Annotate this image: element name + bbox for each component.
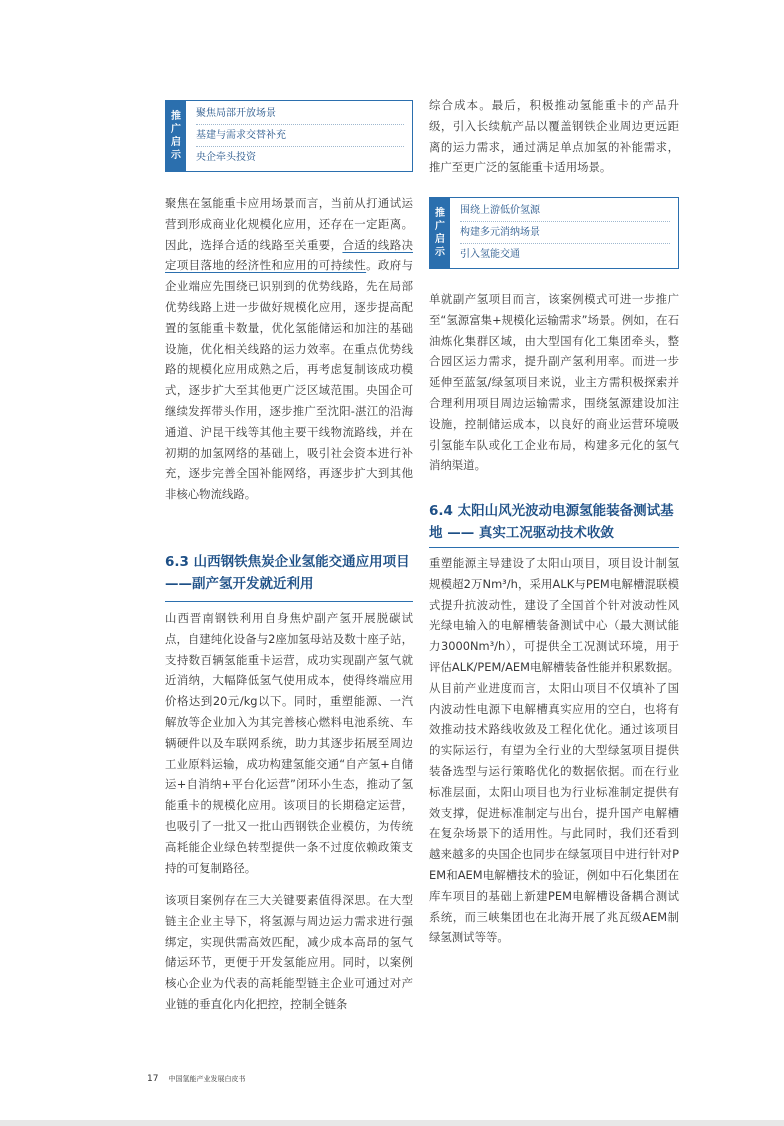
page-number: 17 bbox=[147, 1074, 159, 1084]
section-6-4-paragraph: 重塑能源主导建设了太阳山项目，项目设计制氢规模超2万Nm³/h，采用ALK与PEM电解槽混联模式提升抗波动性，建设了全国首个针对波动性风光绿电输入的电解槽装备测试中心（最大测试能力3000Nm³/h），可提供全工况测试环境，用于评估ALK/PEM/AEM电解槽装备性能并积累数据。从目前产业进度而言，太阳山项目不仅填补了国内波动性电源下电解槽真实应用的空白，也将有效推动技术路线收敛及工程化优化。通过该项目的实际运行，有望为全行业的大型绿氢项目提供装备选型与运行策略优化的数据依据。而在行业标准层面，太阳山项目也为行业标准制定提供有效支撑，促进标准制定与出台，提升国产电解槽在复杂场景下的适用性。与此同时，我们还看到越来越多的央国企也同步在绿氢项目中进行针对PEM和AEM电解槽技术的验证，例如中石化集团在库车项目的基础上新建PEM电解槽设备耦合测试系统，而三峡集团也在北海开展了兆瓦级AEM制绿氢测试等等。 bbox=[429, 556, 679, 945]
page-footer bbox=[147, 1074, 245, 1084]
section-6-3-paragraph-2: 该项目案例存在三大关键要素值得深思。在大型链主企业主导下，将氢源与周边运力需求进行强绑定，实现供需高效匹配，减少成本高昂的氢气储运环节，更便于开发氢能应用。同时，以案例核心企业为代表的高耗能型链主企业可通过对产业链的垂直化内化把控，控制全链条 bbox=[165, 893, 413, 1011]
intro-paragraph: 聚焦在氢能重卡应用场景而言，当前从打通试运营到形成商业化规模化应用，还存在一定距离。因此，选择合适的线路至关重要，合适的线路决定项目落地的经济性和应用的可持续性。政府与企业端应先围绕已识别到的优势线路，先在局部优势线路上进一步做好规模化应用，逐步提高配置的氢能重卡数量，优化氢能储运和加注的基础设施，优化相关线路的运力效率。在重点优势线路的规模化应用成熟之后，再考虑复制该成功模式，逐步扩大至其他更广泛区域范围。央国企可继续发挥带头作用，逐步推广至沈阳-湛江的沿海通道、沪昆干线等其他主要干线物流路线，并在初期的加氢网络的基础上，吸引社会资本进行补充，逐步完善全国补能网络，再逐步扩大到其他非核心物流线路。 bbox=[165, 196, 413, 502]
callout-item: 基建与需求交替补充 bbox=[196, 125, 404, 147]
callout-tag: 推广启示 bbox=[166, 101, 186, 171]
byproduct-paragraph: 单就副产氢项目而言，该案例模式可进一步推广至“氢源富集+规模化运输需求”场景。例如，在石油炼化集群区域，由大型国有化工集团牵头，整合园区运力需求，提升副产氢利用率。而进一步延伸至蓝氢/绿氢项目来说，业主方需积极探索并合理利用项目周边运输需求，围绕氢源建设加注设施，控制储运成本，以良好的商业运营环境吸引氢能车队或化工企业布局，构建多元化的氢气消纳渠道。 bbox=[429, 292, 679, 473]
promotion-callout-2 bbox=[429, 197, 679, 269]
section-6-3-paragraph-1: 山西晋南钢铁利用自身焦炉副产氢开展脱碳试点，自建纯化设备与2座加氢母站及数十座子站，支持数百辆氢能重卡运营，成功实现副产氢气就近消纳，大幅降低氢气使用成本，使得终端应用价格达到20元/kg以下。同时，重塑能源、一汽解放等企业加入为其完善核心燃料电池系统、车辆硬件以及车联网系统，助力其逐步拓展至周边工业原料运输，成功构建氢能交通“自产氢+自储运+自消纳+平台化运营”闭环小生态，推动了氢能重卡的规模化应用。该项目的长期稳定运营，也吸引了一批又一批山西钢铁企业模仿，为传统高耗能企业绿色转型提供一条不过度依赖政策支持的可复制路径。 bbox=[165, 611, 413, 875]
document-title: 中国氢能产业发展白皮书 bbox=[168, 1075, 246, 1083]
callout-tag: 推广启示 bbox=[430, 198, 450, 268]
bottom-band bbox=[0, 1120, 784, 1126]
callout-item: 引入氢能交通 bbox=[460, 249, 520, 260]
callout-items bbox=[450, 198, 678, 268]
section-6-4-title: 6.4 太阳山风光波动电源氢能装备测试基地 —— 真实工况驱动技术收敛 bbox=[429, 503, 674, 541]
promotion-callout-1 bbox=[165, 100, 413, 172]
section-divider bbox=[429, 547, 679, 548]
underlined-key-phrase: 合适的线路决定项目落地的经济性和应用的可持续性 bbox=[165, 237, 413, 273]
callout-item: 聚焦局部开放场景 bbox=[196, 103, 404, 125]
callout-item: 构建多元消纳场景 bbox=[460, 222, 670, 244]
callout-item: 央企牵头投资 bbox=[196, 152, 256, 163]
callout-items bbox=[186, 101, 412, 171]
continued-paragraph: 综合成本。最后，积极推动氢能重卡的产品升级，引入长续航产品以覆盖钢铁企业周边更远距离的运力需求，通过满足单点加氢的补能需求，推广至更广泛的氢能重卡适用场景。 bbox=[429, 98, 679, 175]
section-6-3-title: 6.3 山西钢铁焦炭企业氢能交通应用项目 ——副产氢开发就近利用 bbox=[165, 554, 410, 592]
section-divider bbox=[165, 601, 413, 602]
callout-item: 围绕上游低价氢源 bbox=[460, 200, 670, 222]
